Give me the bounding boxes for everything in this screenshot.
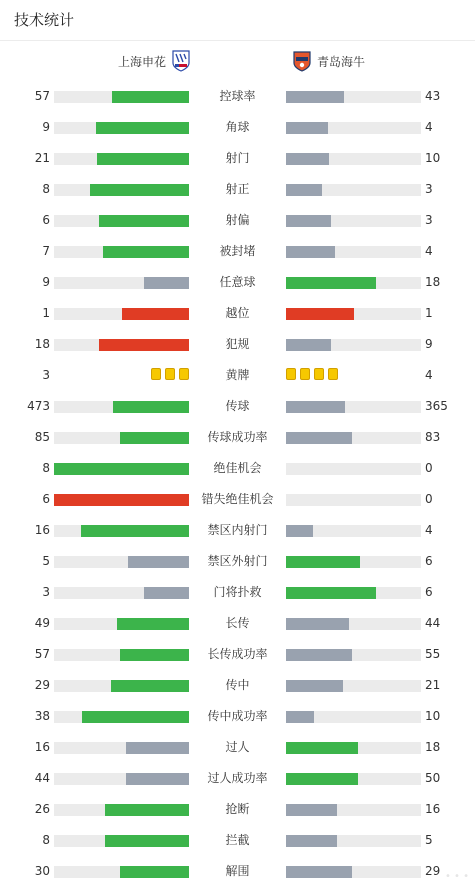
home-value: 57 — [34, 89, 50, 103]
home-bar — [90, 184, 189, 196]
stat-row — [0, 174, 475, 205]
away-value: 21 — [425, 678, 441, 692]
away-bar-track — [286, 401, 421, 413]
away-bar-track — [286, 91, 421, 103]
away-value: 10 — [425, 151, 441, 165]
stat-row — [0, 701, 475, 732]
home-value: 3 — [42, 368, 50, 382]
away-bar — [286, 339, 331, 351]
away-bar-track — [286, 618, 421, 630]
stat-label: 控球率 — [219, 89, 256, 103]
away-bar — [286, 308, 354, 320]
home-value: 8 — [42, 833, 50, 847]
away-value: 55 — [425, 647, 441, 661]
away-bar — [286, 835, 337, 847]
stat-row — [0, 267, 475, 298]
home-bar — [99, 339, 189, 351]
stat-label: 长传 — [225, 616, 250, 630]
home-value: 57 — [34, 647, 50, 661]
away-bar — [286, 432, 352, 444]
shenhua-badge-icon — [172, 50, 190, 72]
home-bar-track — [54, 556, 189, 568]
stat-row — [0, 639, 475, 670]
stat-row — [0, 329, 475, 360]
home-bar-track — [54, 339, 189, 351]
home-bar — [144, 587, 189, 599]
home-value: 1 — [42, 306, 50, 320]
stat-row — [0, 732, 475, 763]
away-bar — [286, 215, 331, 227]
home-bar — [126, 742, 189, 754]
away-value: 5 — [425, 833, 433, 847]
home-bar — [97, 153, 189, 165]
home-bar — [120, 432, 189, 444]
stat-label: 传球成功率 — [207, 430, 268, 444]
stat-label: 过人成功率 — [207, 771, 268, 785]
away-bar-track — [286, 339, 421, 351]
away-bar-track — [286, 773, 421, 785]
stat-row — [0, 422, 475, 453]
home-bar — [112, 91, 189, 103]
away-value: 0 — [425, 461, 433, 475]
home-bar-track — [54, 773, 189, 785]
away-bar-track — [286, 866, 421, 878]
stat-label: 黄牌 — [225, 368, 250, 382]
away-bar-track — [286, 184, 421, 196]
stat-row — [0, 763, 475, 794]
yellow-card-icon — [151, 368, 161, 380]
home-bar-track — [54, 494, 189, 506]
away-bar-track — [286, 277, 421, 289]
home-value: 26 — [34, 802, 50, 816]
home-value: 29 — [34, 678, 50, 692]
away-bar — [286, 742, 358, 754]
stat-row — [0, 360, 475, 391]
home-bar-track — [54, 246, 189, 258]
away-value: 4 — [425, 368, 433, 382]
home-value: 38 — [34, 709, 50, 723]
stat-row — [0, 484, 475, 515]
away-bar-track — [286, 525, 421, 537]
away-value: 43 — [425, 89, 441, 103]
home-bar-track — [54, 835, 189, 847]
stat-label: 射正 — [225, 182, 250, 196]
stat-label: 被封堵 — [219, 244, 256, 258]
home-bar — [128, 556, 189, 568]
stat-row — [0, 577, 475, 608]
home-bar-track — [54, 401, 189, 413]
away-value: 1 — [425, 306, 433, 320]
home-value: 85 — [34, 430, 50, 444]
stat-row — [0, 236, 475, 267]
home-bar-track — [54, 587, 189, 599]
away-value: 9 — [425, 337, 433, 351]
stat-label: 传中成功率 — [207, 709, 268, 723]
stat-row — [0, 205, 475, 236]
away-bar — [286, 246, 335, 258]
away-bar — [286, 680, 343, 692]
stat-label: 解围 — [225, 864, 250, 878]
away-bar — [286, 122, 328, 134]
home-value: 30 — [34, 864, 50, 878]
watermark: • • • — [444, 871, 469, 882]
home-bar — [54, 494, 189, 506]
away-bar — [286, 711, 314, 723]
stat-label: 越位 — [225, 306, 250, 320]
away-bar-track — [286, 246, 421, 258]
away-value: 83 — [425, 430, 441, 444]
stats-table — [0, 81, 475, 887]
yellow-card-icon — [165, 368, 175, 380]
home-bar-track — [54, 463, 189, 475]
stat-row — [0, 81, 475, 112]
away-team-name: 青岛海牛 — [317, 54, 366, 69]
home-bar-track — [54, 153, 189, 165]
stat-row — [0, 670, 475, 701]
home-bar-track — [54, 432, 189, 444]
away-value: 16 — [425, 802, 441, 816]
stat-label: 门将扑救 — [213, 585, 262, 599]
stat-label: 绝佳机会 — [213, 461, 262, 475]
stat-label: 抢断 — [225, 802, 250, 816]
home-bar-track — [54, 649, 189, 661]
home-bar-track — [54, 122, 189, 134]
away-value: 10 — [425, 709, 441, 723]
home-bar — [82, 711, 189, 723]
stat-label: 射门 — [225, 151, 250, 165]
home-team[interactable] — [118, 41, 190, 81]
home-value: 3 — [42, 585, 50, 599]
away-value: 6 — [425, 554, 433, 568]
away-bar — [286, 649, 352, 661]
stat-label: 射偏 — [225, 213, 250, 227]
teams-header — [0, 41, 475, 81]
away-bar — [286, 587, 376, 599]
away-bar-track — [286, 153, 421, 165]
away-bar — [286, 91, 344, 103]
away-value: 4 — [425, 523, 433, 537]
yellow-card-icon — [314, 368, 324, 380]
home-bar — [113, 401, 189, 413]
away-bar — [286, 618, 349, 630]
away-value: 0 — [425, 492, 433, 506]
away-bar — [286, 556, 360, 568]
away-bar — [286, 184, 322, 196]
stat-label: 犯规 — [225, 337, 250, 351]
home-bar — [111, 680, 189, 692]
home-value: 9 — [42, 120, 50, 134]
home-bar — [105, 804, 189, 816]
home-bar-track — [54, 618, 189, 630]
away-bar-track — [286, 215, 421, 227]
home-bar-track — [54, 308, 189, 320]
away-bar-track — [286, 835, 421, 847]
home-bar-track — [54, 277, 189, 289]
yellow-card-icon — [179, 368, 189, 380]
home-bar — [126, 773, 189, 785]
away-bar-track — [286, 432, 421, 444]
home-value: 6 — [42, 492, 50, 506]
stat-label: 拦截 — [225, 833, 250, 847]
home-bar-track — [54, 742, 189, 754]
yellow-card-icon — [300, 368, 310, 380]
away-value: 3 — [425, 213, 433, 227]
stat-label: 禁区内射门 — [207, 523, 268, 537]
away-bar — [286, 866, 352, 878]
home-bar — [99, 215, 189, 227]
stat-row — [0, 112, 475, 143]
stat-label: 角球 — [225, 120, 250, 134]
home-bar-track — [54, 680, 189, 692]
away-bar-track — [286, 494, 421, 506]
yellow-card-icon — [286, 368, 296, 380]
away-bar-track — [286, 587, 421, 599]
stat-label: 传球 — [225, 399, 250, 413]
away-value: 50 — [425, 771, 441, 785]
home-bar-track — [54, 525, 189, 537]
page-title: 技术统计 — [0, 0, 475, 41]
away-value: 365 — [425, 399, 448, 413]
home-value: 6 — [42, 213, 50, 227]
home-value: 16 — [34, 740, 50, 754]
stat-row — [0, 856, 475, 887]
home-bar-track — [54, 184, 189, 196]
home-value: 9 — [42, 275, 50, 289]
away-bar — [286, 277, 376, 289]
stat-row — [0, 515, 475, 546]
away-bar — [286, 804, 337, 816]
stat-row — [0, 546, 475, 577]
home-value: 7 — [42, 244, 50, 258]
home-value: 473 — [27, 399, 50, 413]
home-bar — [144, 277, 189, 289]
home-bar-track — [54, 711, 189, 723]
home-bar-track — [54, 215, 189, 227]
away-bar-track — [286, 804, 421, 816]
away-bar — [286, 525, 313, 537]
away-bar-track — [286, 649, 421, 661]
stat-label: 长传成功率 — [207, 647, 268, 661]
home-value: 49 — [34, 616, 50, 630]
home-value: 8 — [42, 461, 50, 475]
home-value: 44 — [34, 771, 50, 785]
yellow-card-icon — [328, 368, 338, 380]
away-value: 18 — [425, 740, 441, 754]
stat-row — [0, 825, 475, 856]
stat-label: 过人 — [225, 740, 250, 754]
home-team-name: 上海申花 — [117, 54, 166, 69]
away-bar — [286, 773, 358, 785]
home-bar — [54, 463, 189, 475]
stat-row — [0, 143, 475, 174]
home-bar — [122, 308, 190, 320]
home-bar-track — [54, 91, 189, 103]
away-value: 3 — [425, 182, 433, 196]
home-value: 8 — [42, 182, 50, 196]
home-bar — [81, 525, 189, 537]
stat-row — [0, 391, 475, 422]
away-bar — [286, 153, 329, 165]
hainiu-badge-icon — [293, 50, 311, 72]
home-value: 21 — [34, 151, 50, 165]
away-bar-track — [286, 680, 421, 692]
home-value: 16 — [34, 523, 50, 537]
away-value: 4 — [425, 120, 433, 134]
away-yellow-cards — [286, 368, 338, 380]
stat-row — [0, 298, 475, 329]
stat-row — [0, 608, 475, 639]
home-yellow-cards — [151, 368, 189, 380]
stat-label: 传中 — [225, 678, 250, 692]
home-value: 18 — [34, 337, 50, 351]
away-bar — [286, 401, 345, 413]
home-bar — [120, 649, 189, 661]
home-bar — [120, 866, 189, 878]
away-team[interactable] — [293, 41, 365, 81]
away-value: 18 — [425, 275, 441, 289]
away-bar-track — [286, 463, 421, 475]
away-value: 6 — [425, 585, 433, 599]
away-bar-track — [286, 711, 421, 723]
away-value: 29 — [425, 864, 441, 878]
away-bar-track — [286, 308, 421, 320]
stat-label: 错失绝佳机会 — [201, 492, 274, 506]
away-value: 44 — [425, 616, 441, 630]
home-bar — [117, 618, 189, 630]
home-bar — [96, 122, 189, 134]
away-bar-track — [286, 122, 421, 134]
stat-label: 任意球 — [219, 275, 256, 289]
stat-label: 禁区外射门 — [207, 554, 268, 568]
home-bar-track — [54, 866, 189, 878]
stat-row — [0, 794, 475, 825]
away-bar-track — [286, 556, 421, 568]
home-bar-track — [54, 804, 189, 816]
away-bar-track — [286, 742, 421, 754]
stat-row — [0, 453, 475, 484]
home-bar — [103, 246, 189, 258]
home-value: 5 — [42, 554, 50, 568]
home-bar — [105, 835, 189, 847]
away-value: 4 — [425, 244, 433, 258]
